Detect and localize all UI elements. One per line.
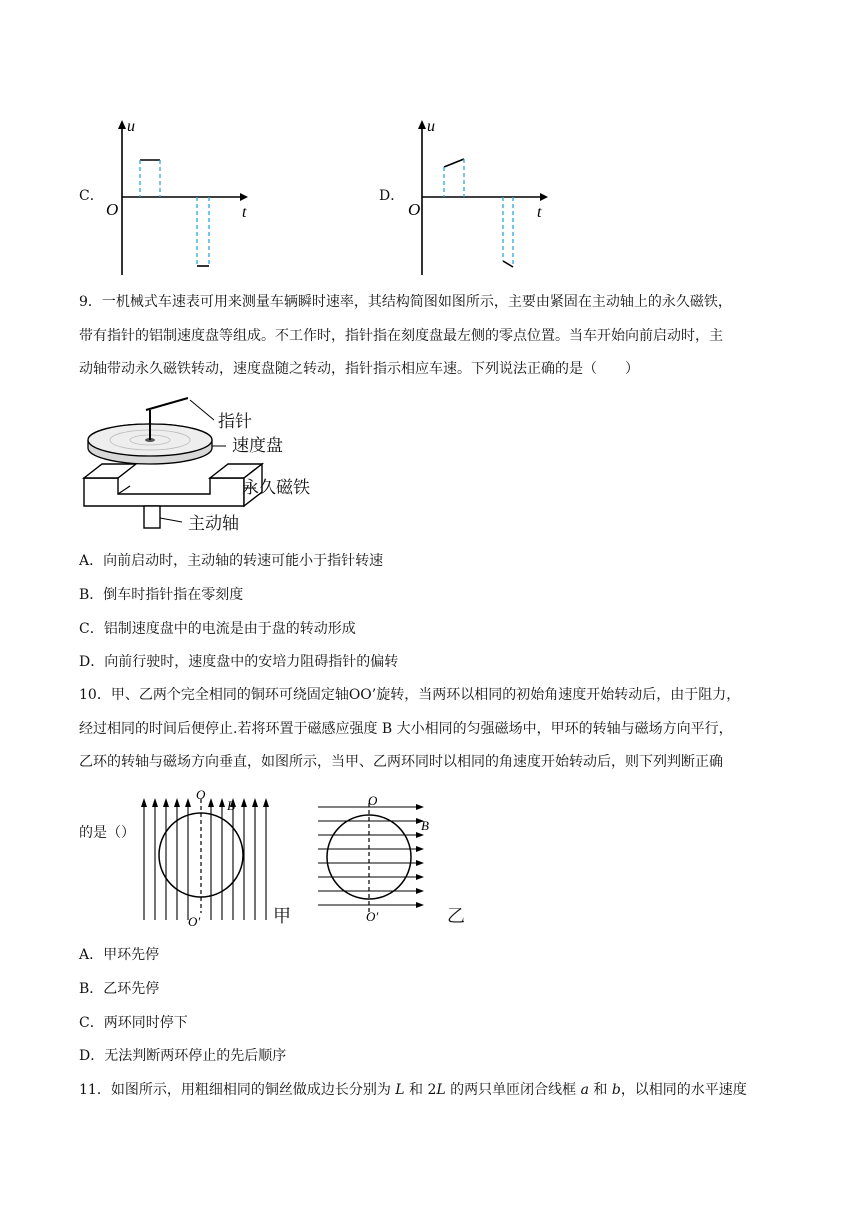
magnet-front xyxy=(84,478,244,506)
q10-option-a: A．甲环先停 xyxy=(79,947,160,963)
t-axis-arrow-icon xyxy=(240,193,248,201)
pulse-positive xyxy=(444,159,464,167)
q9-stem-line2: 带有指针的铝制速度盘等组成。不工作时，指针指在刻度盘最左侧的零点位置。当车开始向前启动时，主 xyxy=(79,328,723,344)
svg-text:O: O xyxy=(408,200,421,219)
q9-option-b: B．倒车时指针指在零刻度 xyxy=(79,587,244,603)
t-label: t xyxy=(242,204,247,221)
origin-label: O xyxy=(106,200,119,219)
label-yi: 乙 xyxy=(447,906,465,927)
q10-stem-line4: 的是（） xyxy=(79,825,135,841)
drive-shaft xyxy=(144,506,160,528)
pulse-negative xyxy=(503,261,513,267)
q10-option-d: D．无法判断两环停止的先后顺序 xyxy=(79,1048,287,1064)
label-pointer: 指针 xyxy=(218,412,252,432)
label-shaft: 主动轴 xyxy=(188,514,239,534)
graph-option-c xyxy=(100,115,260,275)
option-d-label: D． xyxy=(379,188,405,204)
graph-option-d xyxy=(402,115,562,275)
label-disk: 速度盘 xyxy=(232,436,283,456)
q10-option-b: B．乙环先停 xyxy=(79,981,160,997)
t-axis-arrow-icon xyxy=(540,193,548,201)
ring-yi-figure xyxy=(314,793,439,928)
svg-text:t: t xyxy=(537,204,542,221)
option-c-label: C． xyxy=(79,188,104,204)
u-axis-arrow-icon xyxy=(418,120,426,129)
svg-text:O: O xyxy=(196,787,206,802)
q10-stem-line1: 10．甲、乙两个完全相同的铜环可绕固定轴OO’旋转，当两环以相同的初始角速度开始转动后，由于阻力， xyxy=(79,687,741,703)
svg-text:O: O xyxy=(368,793,378,808)
q9-stem-line3: 动轴带动永久磁铁转动，速度盘随之转动，指针指示相应车速。下列说法正确的是（ ） xyxy=(79,361,639,377)
q9-option-a: A．向前启动时，主动轴的转速可能小于指针转速 xyxy=(79,553,384,569)
svg-text:B: B xyxy=(227,798,235,813)
q9-option-d: D．向前行驶时，速度盘中的安培力阻碍指针的偏转 xyxy=(79,654,399,670)
q10-stem-line2: 经过相同的时间后便停止.若将环置于磁感应强度 B 大小相同的匀强磁场中，甲环的转轴与磁场方向平行， xyxy=(79,721,733,737)
q10-stem-line3: 乙环的转轴与磁场方向垂直，如图所示，当甲、乙两环同时以相同的角速度开始转动后，则下列判断正确 xyxy=(79,754,723,770)
pointer-needle xyxy=(146,398,188,410)
svg-text:O′: O′ xyxy=(366,909,379,924)
svg-text:B: B xyxy=(421,818,429,833)
u-axis-arrow-icon xyxy=(118,120,126,129)
q10-option-c: C．两环同时停下 xyxy=(79,1015,188,1031)
label-jia: 甲 xyxy=(273,906,291,927)
svg-text:u: u xyxy=(427,118,435,135)
u-label: u xyxy=(127,118,135,135)
svg-text:O′: O′ xyxy=(188,914,201,929)
q11-stem: 11．如图所示，用粗细相同的铜丝做成边长分别为 L 和 2L 的两只单匝闭合线框 a 和 b，以相同的水平速度 xyxy=(79,1082,747,1098)
q9-option-c: C．铝制速度盘中的电流是由于盘的转动形成 xyxy=(79,621,356,637)
q9-stem-line1: 9．一机械式车速表可用来测量车辆瞬时速率，其结构简图如图所示，主要由紧固在主动轴上的永久磁铁， xyxy=(79,294,732,310)
label-magnet: 永久磁铁 xyxy=(242,478,310,498)
